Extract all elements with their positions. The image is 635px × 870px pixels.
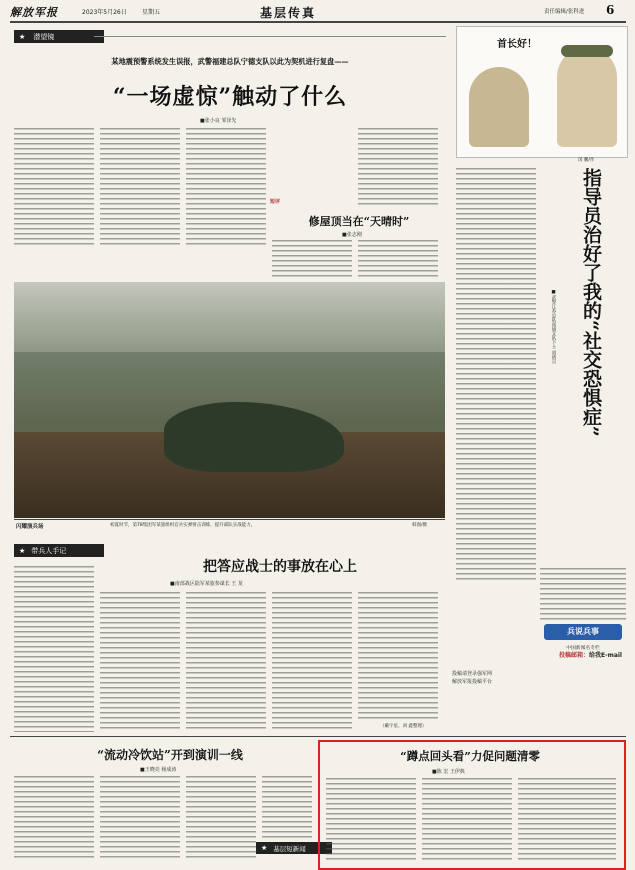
bottom-section-rule	[10, 736, 626, 737]
top-title: “一场虚惊”触动了什么	[112, 84, 348, 110]
comic-cap	[561, 45, 613, 57]
bottom-left-title: “流动冷饮站”开到演训一线	[97, 748, 243, 762]
photo-caption: 初夏时节，第78集团军某旅组织官兵实弹射击训练，提升部队实战能力。	[110, 523, 256, 528]
middle-body-col3	[186, 592, 266, 732]
page-number: 6	[606, 3, 615, 17]
essay-byline: ■张志刚	[342, 232, 362, 238]
top-body-col2	[100, 128, 180, 246]
star-icon: ★	[19, 546, 26, 555]
star-icon: ★	[19, 32, 26, 41]
middle-title: 把答应战士的事放在心上	[203, 559, 357, 575]
top-rule	[94, 36, 446, 37]
right-body-col1	[456, 168, 536, 580]
bottom-right-byline: ■陈 宏 王伊典	[432, 769, 465, 775]
ad-contact1: 投稿请登录强军网	[452, 671, 493, 677]
bottom-right-col2	[422, 778, 512, 862]
ad-email-label: 投稿邮箱：	[558, 652, 589, 659]
ad-email-title: 给我E-mail	[588, 652, 622, 659]
editors: 责任编辑/张科进	[544, 9, 585, 15]
bottom-left-col3	[186, 776, 256, 860]
middle-body-col4	[272, 592, 352, 732]
letter-signature: （戴宇星、刘 鑫整理）	[380, 724, 427, 729]
middle-body-col2	[100, 592, 180, 732]
ad-block	[452, 620, 626, 730]
masthead-date: 2023年5月26日	[82, 9, 127, 16]
photo-byline: 韩润/摄	[412, 523, 428, 528]
middle-byline: ■南部战区陆军某旅参谋长 王 龙	[170, 581, 243, 587]
right-body-col2	[540, 568, 626, 620]
footer-label: 基层短新闻	[273, 844, 306, 853]
middle-body-col1	[14, 566, 94, 732]
training-photo	[14, 282, 445, 518]
bottom-left-col1	[14, 776, 94, 860]
column-label: 带兵人手记	[31, 546, 67, 555]
top-byline: ■张小良 邹泽先	[200, 118, 237, 124]
column-tag-daibingren	[14, 544, 104, 557]
ad-sub: 中国新闻名专栏	[566, 646, 600, 651]
bottom-right-col1	[326, 778, 416, 862]
comic-panel	[456, 26, 628, 158]
ad-brand: 兵说兵事	[544, 624, 622, 640]
comic-title: 首长好！	[497, 39, 537, 50]
bottom-left-byline: ■王晓亮 杨成涛	[140, 767, 177, 773]
ad-email	[452, 650, 622, 664]
essay-body-left	[272, 240, 352, 280]
bottom-left-col2	[100, 776, 180, 860]
essay-column: 短评	[270, 199, 281, 205]
column-label: 潜望镜	[33, 32, 55, 41]
essay-title: 修屋顶当在“天晴时”	[308, 215, 410, 228]
photo-soldier	[164, 402, 344, 472]
comic-officer	[557, 47, 617, 147]
masthead-logo: 解放军报	[10, 6, 58, 19]
vertical-title: 指导员治好了我的“社交恐惧症”	[580, 168, 602, 437]
masthead-weekday: 星期五	[142, 9, 161, 16]
masthead	[10, 4, 626, 22]
comic-soldier	[469, 67, 529, 147]
section-title: 基层传真	[260, 6, 317, 20]
middle-body-col5	[358, 592, 438, 722]
essay-body-right	[358, 240, 438, 280]
photo-label-bar	[14, 519, 445, 531]
top-body-col4	[358, 128, 438, 208]
top-kicker: 某地震预警系统发生误报，武警福建总队宁德支队以此为契机进行复盘——	[111, 57, 349, 66]
masthead-rule	[10, 21, 626, 23]
bottom-left-col4	[262, 776, 312, 838]
bottom-right-col3	[518, 778, 616, 862]
bottom-right-title: “蹲点回头看”力促问题清零	[400, 749, 540, 763]
photo-trees	[14, 282, 445, 352]
ad-contact2: 解放军报投稿平台	[452, 679, 493, 685]
column-tag-qianwangjing	[14, 30, 104, 43]
essay-tag	[270, 198, 280, 205]
comic-author: 闵 鹏/作	[578, 158, 595, 163]
top-body-col1	[14, 128, 94, 246]
top-body-col3	[186, 128, 266, 246]
vertical-byline: ■武警江苏总队南通支队下士 胡倩月	[551, 290, 556, 364]
photo-label: 闪耀演兵场	[16, 524, 44, 530]
star-icon: ★	[261, 844, 268, 852]
